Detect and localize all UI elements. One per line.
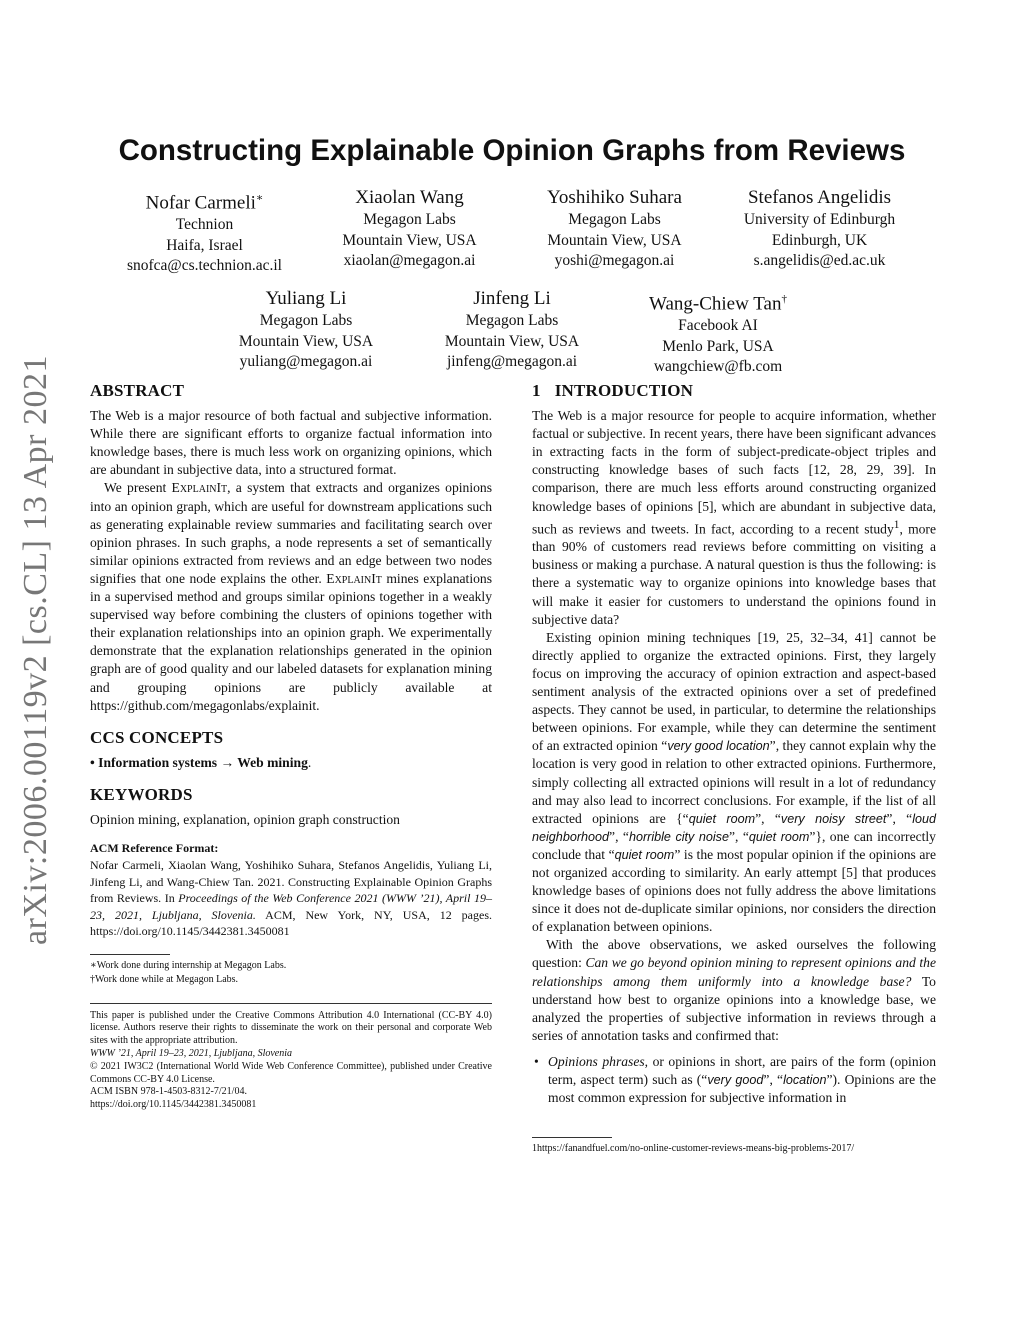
footnote-1: ∗Work done during internship at Megagon Labs. xyxy=(90,959,287,971)
author-email[interactable]: snofca@cs.technion.ac.il xyxy=(126,257,282,275)
intro-paragraph-2: Existing opinion mining techniques [19, 25, 32–34, 41] cannot be directly applied to organize the extracted opinions. First, they largely focus on improving the accuracy of opinion extraction and aspect-based sentiment analysis of the extracted opinions over a set of predefined aspects. They cannot be used, in particular, to determine the relationships between opinions. For example, while they can determine the sentiment of an extracted opinion “very good location”, they cannot explain why the location is very good in relation to other extracted opinions. Furthermore, simply collecting all extracted opinions will result in a lot of redundancy and may also lead to incorrect conclusions. For example, if the list of all extracted opinions are {“quiet room”, “very noisy street”, “loud neighborhood”, “horrible city noise”, “quiet room”}, one can incorrectly conclude that “quiet room” is the most popular opinion if the opinions are not organized according to similarity. An early attempt [5] that produces knowledge bases of opinions does not fully address the above limitations since it does not de-duplicate similar opinions, nor considers the direction of explanation between opinions. xyxy=(532,629,936,935)
author-block xyxy=(717,186,922,277)
ccs-concepts: • Information systems → Web mining. xyxy=(90,754,312,770)
footnote-2: †Work done while at Megagon Labs. xyxy=(90,973,239,985)
abstract-heading: ABSTRACT xyxy=(90,381,185,400)
author-affiliation: Megagon Labs xyxy=(363,211,456,228)
keywords-text: Opinion mining, explanation, opinion graph construction xyxy=(90,811,400,827)
intro-bullet-list xyxy=(532,1053,936,1107)
author-name: Wang-Chiew Tan† xyxy=(649,293,787,315)
author-name: Yuliang Li xyxy=(265,288,347,309)
intro-paragraph-1: The Web is a major resource for people to acquire information, whether factual or subjective. In recent years, there have been significant advances in extracting facts in the form of subject-predicate-object triples and constructing knowledge bases of such facts [12, 28, 29, 39]. In comparison, there are much less efforts around constructing organized knowledge bases of opinions [5], which are abundant in subjective data, such as reviews and tweets. In fact, according to a recent study$^1$, more than 90% of customers read reviews before committing on visiting a business or making a purchase. A natural question is thus the following: is there a systematic way to organize opinions into knowledge bases that will make it easier for customers to understand the opinions found in subjective data? xyxy=(532,408,936,627)
author-affiliation: University of Edinburgh xyxy=(743,211,896,228)
author-location: Mountain View, USA xyxy=(444,332,580,350)
doi-line[interactable]: https://doi.org/10.1145/3442381.3450081 xyxy=(90,1099,257,1111)
intro-heading: 1 INTRODUCTION xyxy=(532,381,694,400)
author-email[interactable]: jinfeng@megagon.ai xyxy=(446,353,578,370)
ccs-heading: CCS CONCEPTS xyxy=(90,727,224,747)
acm-reference-heading: ACM Reference Format: xyxy=(90,841,219,856)
author-name: Xiaolan Wang xyxy=(355,187,464,208)
license-divider xyxy=(90,1003,492,1004)
author-affiliation: Megagon Labs xyxy=(465,312,559,329)
footnote-divider xyxy=(90,954,170,955)
right-column xyxy=(532,382,936,1156)
author-email[interactable]: yoshi@megagon.ai xyxy=(554,252,675,269)
abstract-paragraph-2: We present ExplainIt, a system that extracts and organizes opinions into an opinion graph, which are useful for downstream applications such as generating explainable review summaries and facilitating search over opinion phrases. In such graphs, a node represents a set of semantically similar opinions extracted from reviews and an edge between two nodes signifies that one node explains the other. ExplainIt mines explanations in a supervised method and groups similar opinions together in a weakly supervised way before combining the clusters of opinions together with their explanation relationships into an opinion graph. We experimentally demonstrate that the explanation relationships generated in the opinion graph are of good quality and our labeled datasets for explanation mining and grouping opinions are publicly available at https://github.com/megagonlabs/explainit. xyxy=(90,480,493,713)
author-row-1 xyxy=(0,186,1024,277)
author-email[interactable]: yuliang@megagon.ai xyxy=(239,353,373,370)
author-block xyxy=(102,186,307,277)
author-location: Mountain View, USA xyxy=(342,231,477,249)
author-email[interactable]: xiaolan@megagon.ai xyxy=(343,252,476,269)
footnote-divider xyxy=(532,1137,612,1138)
author-affiliation: Facebook AI xyxy=(678,317,758,335)
author-block xyxy=(615,287,821,378)
author-affiliation: Megagon Labs xyxy=(259,312,353,329)
author-location: Mountain View, USA xyxy=(238,332,374,350)
author-affiliation: Technion xyxy=(175,216,234,234)
footnote-url[interactable]: 1https://fanandfuel.com/no-online-customer-reviews-means-big-problems-2017/ xyxy=(532,1143,855,1155)
author-name: Nofar Carmeli∗ xyxy=(145,192,264,214)
acm-reference-body: Nofar Carmeli, Xiaolan Wang, Yoshihiko Suhara, Stefanos Angelidis, Yuliang Li, Jinfeng Li, and Wang-Chiew Tan. 2021. Constructing Explainable Opinion Graphs from Reviews. In Proceedings of the Web Conference 2021 (WWW ’21), April 19–23, 2021, Ljubljana, Slovenia. ACM, New York, NY, USA, 12 pages. https://doi.org/10.1145/3442381.3450081 xyxy=(90,858,493,939)
author-location: Menlo Park, USA xyxy=(662,337,774,355)
author-location: Haifa, Israel xyxy=(166,236,243,254)
author-affiliation: Megagon Labs xyxy=(568,211,661,228)
author-name: Stefanos Angelidis xyxy=(747,187,892,208)
arxiv-identifier: arXiv:2006.00119v2 [cs.CL] 13 Apr 2021 xyxy=(17,354,54,946)
author-email[interactable]: wangchiew@fb.com xyxy=(653,358,783,376)
paper-title: Constructing Explainable Opinion Graphs from Reviews xyxy=(118,134,906,167)
author-block xyxy=(203,287,409,378)
author-block xyxy=(512,186,717,277)
license-text: This paper is published under the Creative Commons Attribution 4.0 International (CC-BY 4.0) license. Authors reserve their rights to disseminate the work on their personal and corporate Web sites with the appropriate attribution. xyxy=(90,1009,492,1047)
author-block xyxy=(307,186,512,277)
copyright-line: © 2021 IW3C2 (International World Wide Web Conference Committee), published under Creative Commons CC-BY 4.0 License. xyxy=(90,1060,492,1085)
abstract-paragraph-1: The Web is a major resource of both factual and subjective information. While there are significant efforts to organize factual information into knowledge bases, there is much less work on organizing opinions, which are abundant in subjective data, into a structured format. xyxy=(90,408,492,478)
author-name: Jinfeng Li xyxy=(473,288,551,309)
author-location: Edinburgh, UK xyxy=(771,231,868,249)
intro-paragraph-3: With the above observations, we asked ourselves the following question: Can we go beyond opinion mining to represent opinions and the relationships among them uniformly into a knowledge base? To understand how best to organize opinions into a knowledge base, we analyzed the properties of subjective information in reviews through a series of annotation tasks and confirmed that: xyxy=(532,937,936,1043)
author-block xyxy=(409,287,615,378)
keywords-heading: KEYWORDS xyxy=(90,784,193,804)
isbn-line: ACM ISBN 978-1-4503-8312-7/21/04. xyxy=(90,1086,247,1098)
footnote-marker: 1 xyxy=(893,518,900,531)
author-name: Yoshihiko Suhara xyxy=(547,187,682,208)
author-location: Mountain View, USA xyxy=(547,231,682,249)
author-row-2 xyxy=(0,287,1024,378)
arxiv-sidebar xyxy=(14,354,58,946)
author-email[interactable]: s.angelidis@ed.ac.uk xyxy=(753,252,886,269)
conference-line: WWW ’21, April 19–23, 2021, Ljubljana, Slovenia xyxy=(90,1048,293,1060)
list-item: • Opinions phrases, or opinions in short, are pairs of the form (opinion term, aspect term) such as (“very good”, “location”). Opinions are the most common expression for subjective information in xyxy=(548,1053,936,1107)
left-column xyxy=(90,382,492,1112)
